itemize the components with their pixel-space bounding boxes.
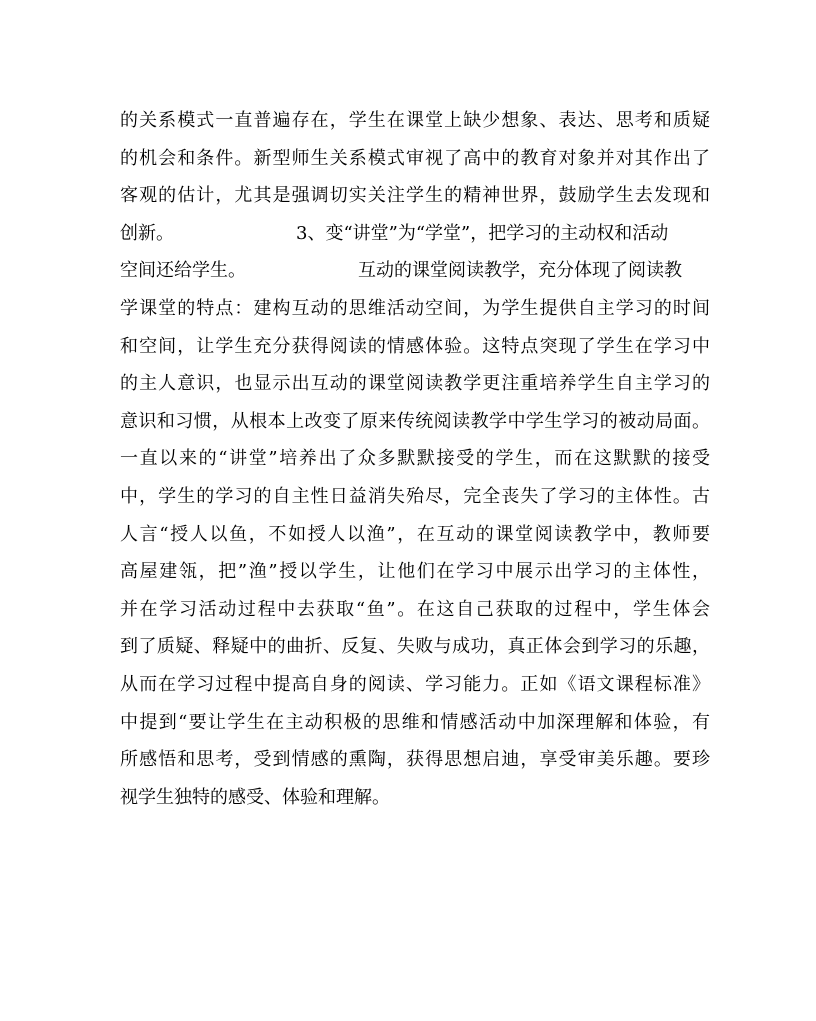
section-heading-3: 3、变“讲堂”为“学堂”，把学习的主动权和活动 xyxy=(296,222,669,244)
text-line-13: 高屋建瓴，把”渔”授以学生，让他们在学习中展示出学习的主体性， xyxy=(120,561,710,583)
text-line-11: 中，学生的学习的自主性日益消失殆尽，完全丧失了学习的主体性。古 xyxy=(120,485,710,507)
text-line-9: 意识和习惯，从根本上改变了原来传统阅读教学中学生学习的被动局面。 xyxy=(120,410,710,432)
text-line-19: 视学生独特的感受、体验和理解。 xyxy=(120,786,390,808)
text-line-10: 一直以来的“讲堂”培养出了众多默默接受的学生，而在这默默的接受 xyxy=(120,448,710,470)
text-line-17: 中提到“要让学生在主动积极的思维和情感活动中加深理解和体验，有 xyxy=(120,711,710,733)
text-line-7: 和空间，让学生充分获得阅读的情感体验。这特点突现了学生在学习中 xyxy=(120,335,710,357)
text-line-8: 的主人意识，也显示出互动的课堂阅读教学更注重培养学生自主学习的 xyxy=(120,373,710,395)
text-line-18: 所感悟和思考，受到情感的熏陶，获得思想启迪，享受审美乐趣。要珍 xyxy=(120,749,710,771)
text-line-5-start: 空间还给学生。 xyxy=(120,260,246,282)
text-line-4-start: 创新。 xyxy=(120,222,174,244)
text-line-4 xyxy=(120,215,710,253)
body-text xyxy=(120,102,710,816)
text-line-5 xyxy=(120,252,710,290)
paragraph-start: 互动的课堂阅读教学，充分体现了阅读教 xyxy=(358,260,682,282)
text-line-15: 到了质疑、释疑中的曲折、反复、失败与成功，真正体会到学习的乐趣， xyxy=(120,636,710,658)
text-line-2: 的机会和条件。新型师生关系模式审视了高中的教育对象并对其作出了 xyxy=(120,147,710,169)
text-line-16: 从而在学习过程中提高自身的阅读、学习能力。正如《语文课程标准》 xyxy=(120,673,710,695)
text-line-6: 学课堂的特点：建构互动的思维活动空间，为学生提供自主学习的时间 xyxy=(120,297,710,319)
text-line-14: 并在学习活动过程中去获取“鱼”。在这自己获取的过程中，学生体会 xyxy=(120,598,710,620)
text-line-1: 的关系模式一直普遍存在，学生在课堂上缺少想象、表达、思考和质疑 xyxy=(120,110,710,131)
text-line-12: 人言“授人以鱼，不如授人以渔”，在互动的课堂阅读教学中，教师要 xyxy=(120,523,710,545)
text-line-3: 客观的估计，尤其是强调切实关注学生的精神世界，鼓励学生去发现和 xyxy=(120,185,710,207)
